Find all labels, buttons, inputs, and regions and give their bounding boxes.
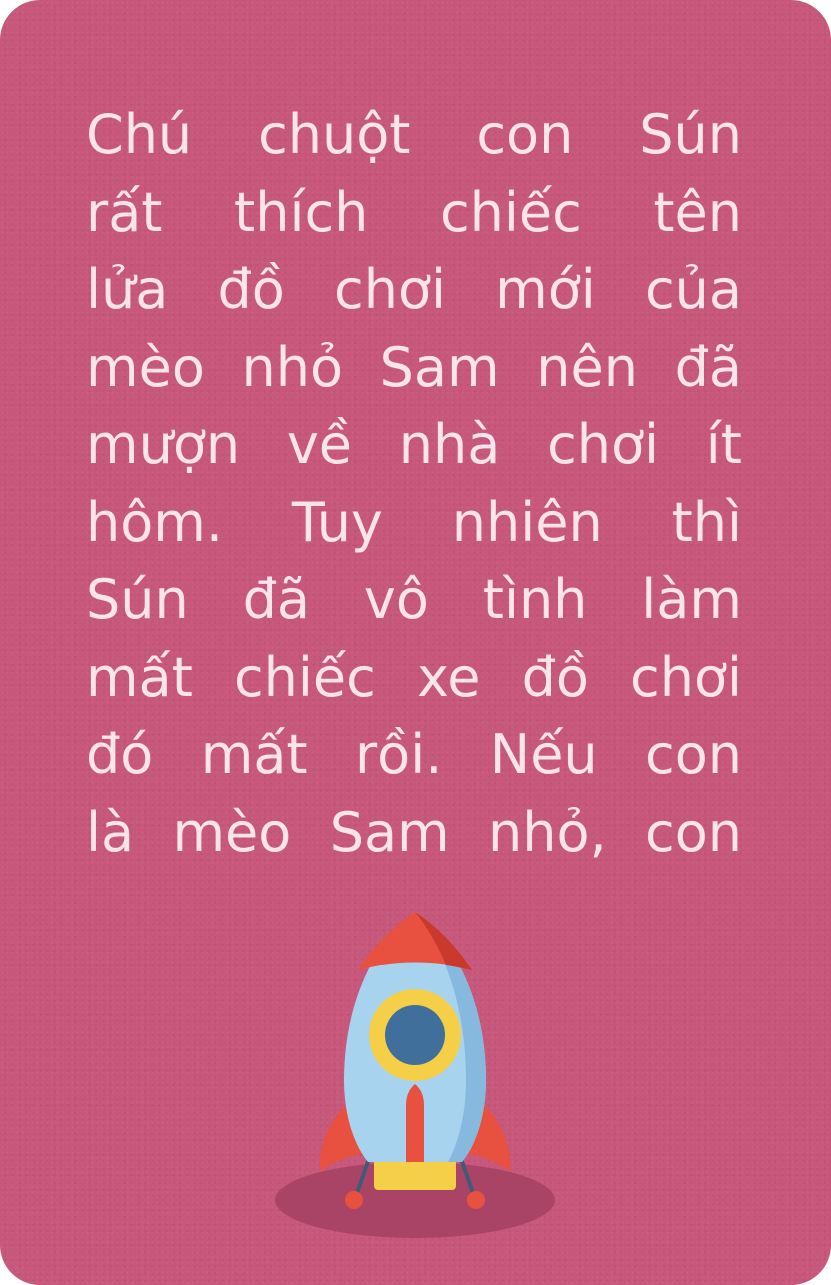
story-line-6: hôm. Tuy nhiên thì bbox=[86, 490, 742, 554]
story-text bbox=[86, 96, 742, 871]
rocket-icon bbox=[270, 900, 560, 1240]
rocket-right-foot bbox=[467, 1191, 485, 1209]
rocket-stripe bbox=[406, 1084, 424, 1162]
story-line-5: mượn về nhà chơi ít bbox=[86, 413, 742, 476]
story-line-9: đó mất rồi. Nếu con bbox=[86, 723, 742, 786]
rocket-left-foot bbox=[345, 1191, 363, 1209]
story-line-7: Sún đã vô tình làm bbox=[86, 568, 742, 631]
story-line-1: Chú chuột con Sún bbox=[86, 103, 742, 166]
story-line-4: mèo nhỏ Sam nên đã bbox=[86, 335, 742, 399]
story-line-8: mất chiếc xe đồ chơi bbox=[86, 645, 742, 709]
story-line-2: rất thích chiếc tên bbox=[86, 180, 742, 244]
story-line-10: là mèo Sam nhỏ, con bbox=[86, 800, 742, 864]
story-line-3: lửa đồ chơi mới của bbox=[86, 258, 742, 321]
rocket-window bbox=[385, 1005, 445, 1065]
